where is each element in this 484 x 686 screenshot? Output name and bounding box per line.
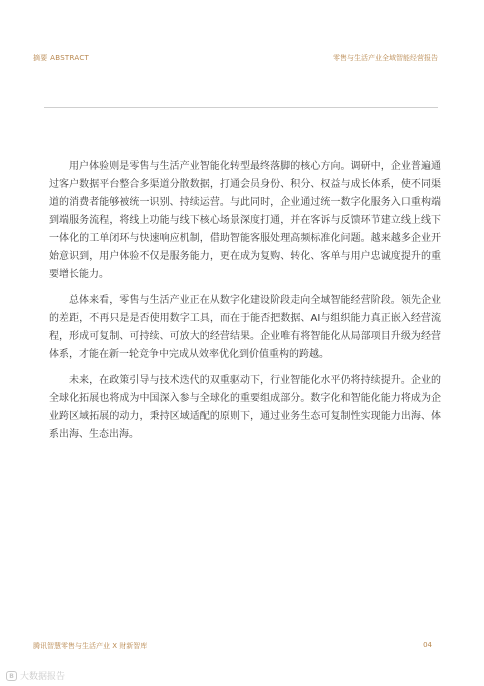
abstract-body (49, 158, 441, 452)
watermark-text: 大数据报告 (20, 672, 66, 682)
page-header (0, 0, 484, 110)
report-title: 零售与生活产业全域智能经营报告 (333, 54, 438, 62)
paragraph-future: 未来，在政策引导与技术迭代的双重驱动下，行业智能化水平仍将持续提升。企业的全球化拓展也将成为中国深入参与全球化的重要组成部分。数字化和智能化能力将成为企业跨区域拓展的动力，秉持区域适配的原则下，通过业务生态可复制性实现能力出海、体系出海、生态出海。 (49, 375, 441, 440)
paragraph-overview: 总体来看，零售与生活产业正在从数字化建设阶段走向全域智能经营阶段。领先企业的差距，不再只是是否使用数字工具，而在于能否把数据、AI与组织能力真正嵌入经营流程，形成可复制、可持续、可放大的经营结果。企业唯有将智能化从局部项目升级为经营体系，才能在新一轮竞争中完成从效率优化到价值重构的跨越。 (49, 295, 441, 360)
footer-publisher: 腾讯智慧零售与生活产业 X 财新智库 (33, 642, 148, 650)
page-number: 04 (423, 641, 432, 649)
watermark-logo-icon: B (6, 671, 17, 681)
header-divider (44, 107, 438, 108)
watermark (6, 669, 65, 682)
paragraph-user-experience: 用户体验则是零售与生活产业智能化转型最终落脚的核心方向。调研中，企业普遍通过客户数据平台整合多渠道分散数据，打通会员身份、积分、权益与成长体系，使不同渠道的消费者能够被统一识别、持续运营。与此同时，企业通过统一数字化服务入口重构端到端服务流程，将线上功能与线下核心场景深度打通，并在客诉与反馈环节建立线上线下一体化的工单闭环与快速响应机制，借助智能客服处理高频标准化问题。越来越多企业开始意识到，用户体验不仅是服务能力，更在成为复购、转化、客单与用户忠诚度提升的重要增长能力。 (49, 161, 441, 280)
section-label: 摘要 ABSTRACT (33, 54, 90, 62)
